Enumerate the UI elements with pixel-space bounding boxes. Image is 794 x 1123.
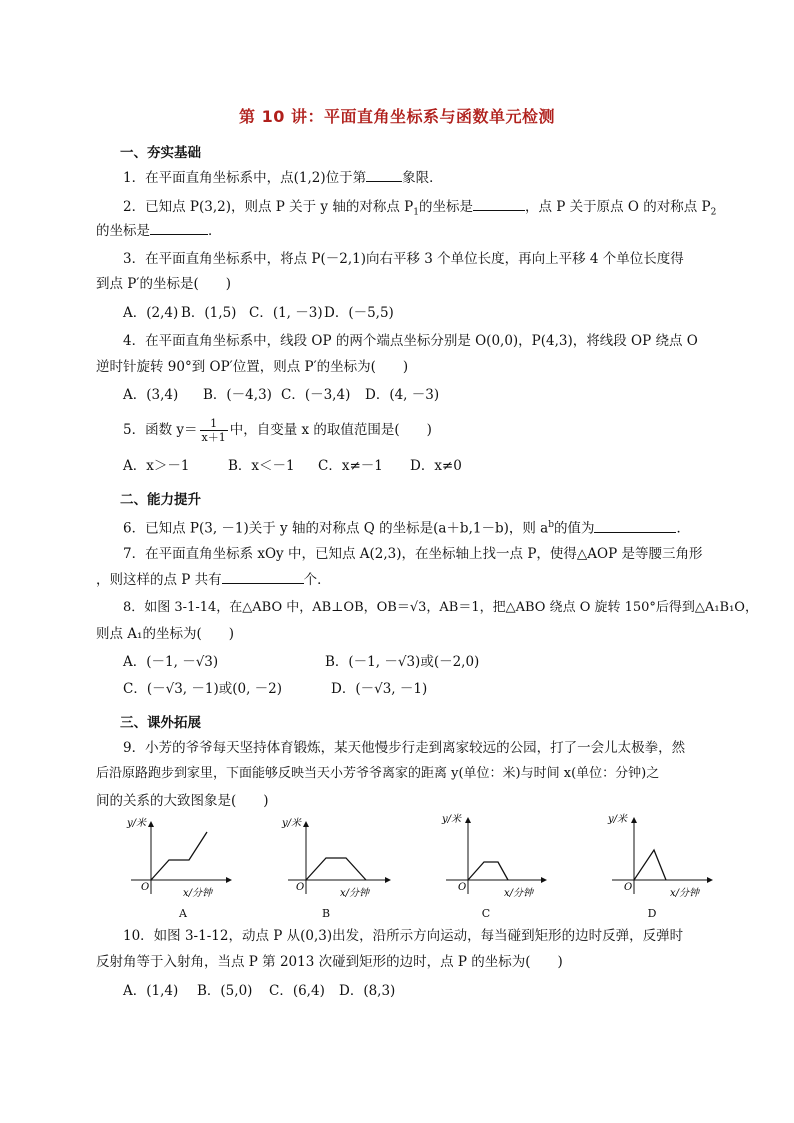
- question-7-line-2: [96, 570, 331, 589]
- question-9-line-3: 间的关系的大致图象是( ): [96, 793, 269, 809]
- question-6: [123, 516, 690, 538]
- graph-a[interactable]: [123, 812, 243, 922]
- q4-option-d[interactable]: D．(4, －3): [365, 387, 440, 403]
- section-heading-3: 三、课外拓展: [120, 715, 201, 731]
- q6-sup: b: [548, 520, 554, 530]
- question-8-line-2: 则点 A₁的坐标为( ): [96, 626, 234, 642]
- q7-text: ，则这样的点 P 共有: [96, 572, 222, 588]
- q1-text-end: 象限．: [402, 170, 443, 186]
- q2-sub-2: 2: [710, 207, 717, 218]
- graph-c-origin: O: [458, 882, 467, 893]
- q8-option-b[interactable]: B．(－1, －√3)或(－2,0): [325, 654, 480, 670]
- q2-sub-1: 1: [413, 207, 419, 218]
- graph-c-label: C: [481, 907, 491, 920]
- q4-option-a[interactable]: A．(3,4): [123, 387, 179, 403]
- q6-text: 6．已知点 P(3, －1)关于 y 轴的对称点 Q 的坐标是(a＋b,1－b)，则 a: [123, 520, 549, 537]
- question-5-options: [123, 457, 462, 475]
- q8-option-d[interactable]: D．(－√3, －1): [331, 681, 428, 697]
- graph-a-xlabel: x/分钟: [183, 888, 213, 899]
- graph-a-label: A: [179, 907, 187, 920]
- q6-text-end: ．: [676, 520, 690, 537]
- q5-option-d[interactable]: D．x≠0: [410, 458, 462, 474]
- question-9-line-2: 后沿原路跑步到家里，下面能够反映当天小芳爷爷离家的距离 y(单位：米)与时间 x(单位：分钟)之: [96, 766, 660, 781]
- question-2-line-2: [96, 221, 222, 240]
- q3-option-b[interactable]: B．(1,5): [181, 305, 237, 321]
- q5-option-a[interactable]: A．x＞－1: [123, 458, 190, 474]
- q4-option-b[interactable]: B．(－4,3): [203, 387, 272, 403]
- question-4-options: [123, 386, 439, 404]
- question-7-line-1: 7．在平面直角坐标系 xOy 中，已知点 A(2,3)，在坐标轴上找一点 P，使得△AOP 是等腰三角形: [123, 546, 703, 562]
- q2-blank-2[interactable]: [150, 221, 208, 235]
- q5-denominator: x＋1: [201, 431, 226, 444]
- q5-option-c[interactable]: C．x≠－1: [318, 458, 383, 474]
- q6-blank[interactable]: [594, 519, 676, 533]
- graph-c[interactable]: [442, 812, 562, 922]
- section-heading-2: 二、能力提升: [120, 492, 201, 508]
- question-8-line-1: 8．如图 3-1-14，在△ABO 中，AB⊥OB，OB＝√3，AB＝1，把△ABO 绕点 O 旋转 150°后得到△A₁B₁O，: [123, 600, 758, 615]
- graph-b-ylabel: y/米: [282, 818, 302, 829]
- graph-d-label: D: [647, 907, 657, 920]
- graph-d[interactable]: [608, 812, 728, 922]
- question-4-line-1: 4．在平面直角坐标系中，线段 OP 的两个端点坐标分别是 O(0,0)，P(4,3)，将线段 OP 绕点 O: [123, 333, 698, 349]
- question-10-options: [123, 982, 395, 1000]
- graph-c-xlabel: x/分钟: [504, 888, 534, 899]
- question-2-line-1: [123, 197, 716, 222]
- question-5: [123, 413, 432, 447]
- question-4-line-2: 逆时针旋转 90°到 OP′位置，则点 P′的坐标为( ): [96, 359, 409, 375]
- q2-text-e: ．: [208, 223, 222, 239]
- q10-option-a[interactable]: A．(1,4): [123, 983, 179, 999]
- graph-d-ylabel: y/米: [608, 814, 628, 825]
- q5-option-b[interactable]: B．x＜－1: [228, 458, 295, 474]
- question-9-line-1: 9．小芳的爷爷每天坚持体育锻炼，某天他慢步行走到离家较远的公园，打了一会儿太极拳，然: [123, 740, 686, 756]
- q7-text-end: 个．: [303, 572, 331, 588]
- graph-a-origin: O: [141, 882, 150, 893]
- q3-option-a[interactable]: A．(2,4): [123, 305, 179, 321]
- q6-text-mid: 的值为: [553, 520, 595, 537]
- graph-a-ylabel: y/米: [127, 818, 147, 829]
- q4-option-c[interactable]: C．(－3,4): [281, 387, 351, 403]
- q2-text-d: 的坐标是: [96, 223, 150, 239]
- question-3-line-2: 到点 P′的坐标是( ): [96, 276, 231, 292]
- graph-b[interactable]: [280, 812, 400, 922]
- q10-option-d[interactable]: D．(8,3): [339, 983, 396, 999]
- page-title: 第 10 讲：平面直角坐标系与函数单元检测: [239, 107, 555, 126]
- q5-fraction: [200, 417, 228, 444]
- question-3-options: [123, 304, 394, 322]
- question-1: [123, 168, 443, 187]
- question-8-options-cd: [123, 680, 427, 698]
- q5-numerator: 1: [200, 417, 228, 431]
- q5-text-end: 中，自变量 x 的取值范围是( ): [229, 422, 432, 438]
- q5-text: 5．函数 y＝: [123, 422, 198, 438]
- question-3-line-1: 3．在平面直角坐标系中，将点 P(－2,1)向右平移 3 个单位长度，再向上平移 4 个单位长度得: [123, 251, 684, 267]
- graph-d-origin: O: [624, 882, 633, 893]
- section-heading-1: 一、夯实基础: [120, 145, 201, 161]
- q10-option-b[interactable]: B．(5,0): [197, 983, 253, 999]
- question-10-line-1: 10．如图 3-1-12，动点 P 从(0,3)出发，沿所示方向运动，每当碰到矩形的边时反弹，反弹时: [123, 928, 684, 944]
- q2-text-b: 的坐标是: [418, 199, 473, 215]
- graph-b-origin: O: [296, 882, 305, 893]
- question-10-line-2: 反射角等于入射角，当点 P 第 2013 次碰到矩形的边时，点 P 的坐标为( ): [96, 954, 563, 970]
- graph-d-xlabel: x/分钟: [670, 888, 700, 899]
- graph-c-ylabel: y/米: [442, 814, 462, 825]
- graph-b-xlabel: x/分钟: [340, 888, 370, 899]
- q1-blank[interactable]: [366, 168, 402, 182]
- q2-text-c: ，点 P 关于原点 O 的对称点 P: [524, 199, 711, 215]
- q3-option-c[interactable]: C．(1, －3): [249, 305, 323, 321]
- question-8-options-ab: [123, 653, 479, 671]
- q10-option-c[interactable]: C．(6,4): [269, 983, 325, 999]
- q8-option-c[interactable]: C．(－√3, －1)或(0, －2): [123, 681, 283, 697]
- q2-text-a: 2．已知点 P(3,2)，则点 P 关于 y 轴的对称点 P: [123, 199, 414, 215]
- q2-blank-1[interactable]: [473, 197, 525, 211]
- q7-blank[interactable]: [222, 570, 304, 584]
- q3-option-d[interactable]: D．(－5,5): [324, 305, 394, 321]
- q1-text: 1．在平面直角坐标系中，点(1,2)位于第: [123, 170, 367, 186]
- q8-option-a[interactable]: A．(－1, －√3): [123, 654, 219, 670]
- graph-b-label: B: [321, 907, 331, 920]
